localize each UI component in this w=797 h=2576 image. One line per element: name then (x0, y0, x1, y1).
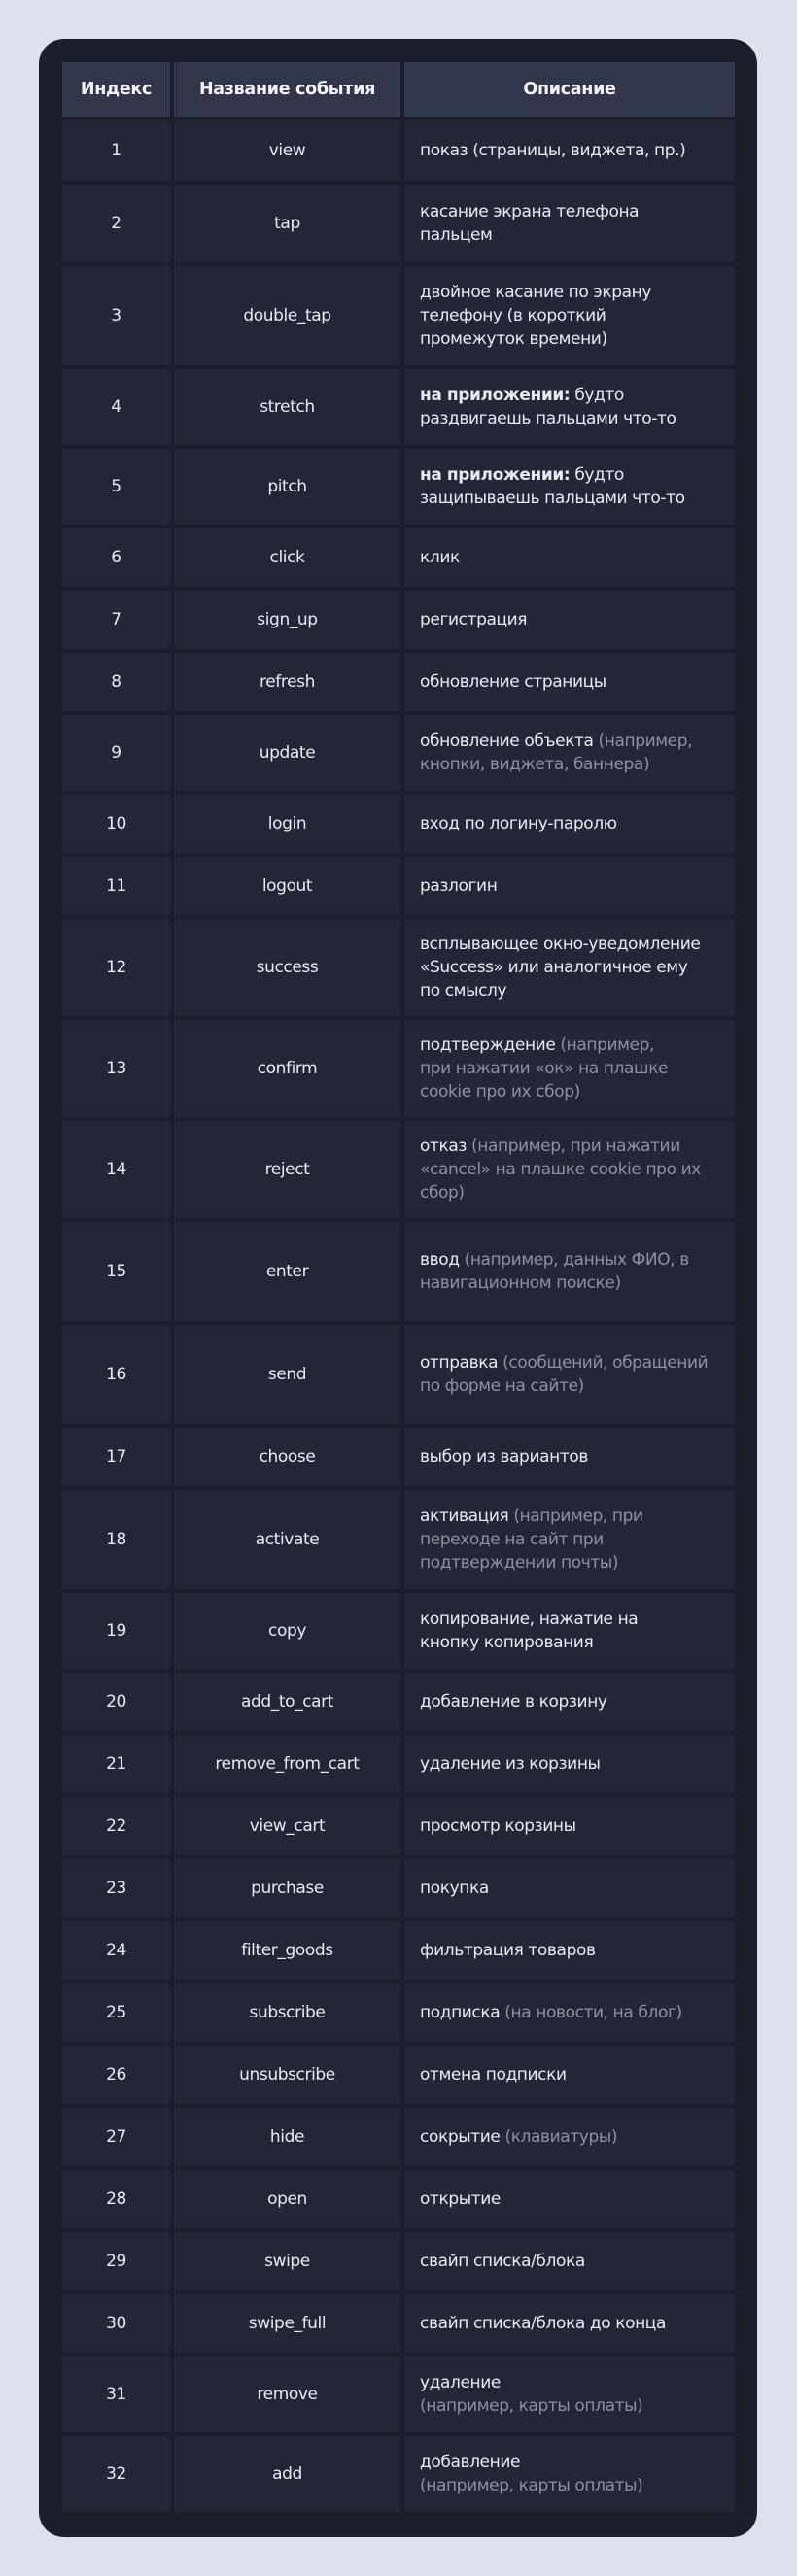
description-text: отправка (420, 1353, 499, 1373)
cell-description (404, 1428, 735, 1486)
cell-description (404, 795, 735, 853)
cell-description (404, 266, 735, 365)
cell-event-name: purchase (174, 1859, 400, 1917)
description-note: (клавиатуры) (500, 2127, 618, 2147)
description-note: (например, при переходе на сайт при подтверждении почты) (420, 1507, 643, 1573)
cell-index: 24 (62, 1921, 170, 1980)
description-text: ввод (420, 1250, 460, 1270)
cell-event-name: subscribe (174, 1983, 400, 2042)
cell-index: 2 (62, 185, 170, 262)
cell-event-name: swipe (174, 2232, 400, 2290)
cell-event-name: add (174, 2436, 400, 2512)
description-text: копирование, нажатие на кнопку копирования (420, 1610, 639, 1652)
description-text: открытие (420, 2189, 501, 2209)
description-text: активация (420, 1507, 509, 1526)
cell-index: 15 (62, 1222, 170, 1321)
cell-index: 27 (62, 2108, 170, 2166)
cell-description (404, 2436, 735, 2512)
description-text: разлогин (420, 876, 498, 896)
cell-event-name: refresh (174, 653, 400, 711)
cell-event-name: login (174, 795, 400, 853)
cell-index: 25 (62, 1983, 170, 2042)
cell-description (404, 715, 735, 791)
description-text: всплывающее окно-уведомление «Success» или аналогичное ему по смыслу (420, 934, 701, 1000)
description-note: (сообщений, обращений по форме на сайте) (420, 1353, 709, 1396)
cell-description (404, 2294, 735, 2353)
description-text: просмотр корзины (420, 1816, 576, 1836)
description-text: показ (страницы, виджета, пр.) (420, 141, 686, 160)
cell-index: 20 (62, 1673, 170, 1731)
cell-event-name: open (174, 2170, 400, 2228)
cell-event-name: remove (174, 2356, 400, 2432)
cell-index: 3 (62, 266, 170, 365)
description-text: покупка (420, 1879, 489, 1898)
description-text: свайп списка/блока (420, 2252, 585, 2271)
description-text: подтверждение (420, 1035, 556, 1055)
cell-description (404, 1593, 735, 1669)
cell-event-name: choose (174, 1428, 400, 1486)
cell-description (404, 449, 735, 525)
cell-event-name: swipe_full (174, 2294, 400, 2353)
description-text: удаление из корзины (420, 1754, 601, 1774)
cell-index: 4 (62, 369, 170, 445)
cell-event-name: activate (174, 1490, 400, 1589)
description-text: фильтрация товаров (420, 1941, 596, 1960)
cell-description (404, 857, 735, 915)
description-note: (например, при нажатии «cancel» на плашке cookie про их сбор) (420, 1136, 701, 1203)
cell-index: 7 (62, 591, 170, 649)
cell-description (404, 591, 735, 649)
cell-index: 11 (62, 857, 170, 915)
cell-index: 31 (62, 2356, 170, 2432)
description-text: подписка (420, 2003, 501, 2022)
cell-index: 6 (62, 528, 170, 587)
cell-event-name: update (174, 715, 400, 791)
cell-index: 28 (62, 2170, 170, 2228)
cell-event-name: hide (174, 2108, 400, 2166)
cell-description (404, 2170, 735, 2228)
column-header-index: Индекс (62, 62, 170, 117)
description-note: (например, данных ФИО, в навигационном поиске) (420, 1250, 689, 1293)
cell-description (404, 185, 735, 262)
description-note: (например, карты оплаты) (420, 2396, 643, 2416)
cell-index: 16 (62, 1325, 170, 1424)
cell-index: 30 (62, 2294, 170, 2353)
cell-event-name: add_to_cart (174, 1673, 400, 1731)
cell-event-name: double_tap (174, 266, 400, 365)
cell-event-name: filter_goods (174, 1921, 400, 1980)
description-note: (например, при нажатии «ок» на плашке cookie про их сбор) (420, 1035, 669, 1102)
cell-index: 22 (62, 1797, 170, 1855)
cell-index: 26 (62, 2046, 170, 2104)
cell-index: 13 (62, 1020, 170, 1117)
cell-index: 8 (62, 653, 170, 711)
cell-description (404, 1020, 735, 1117)
description-text: свайп списка/блока до конца (420, 2314, 666, 2333)
description-text: регистрация (420, 610, 528, 629)
cell-description (404, 2232, 735, 2290)
cell-description (404, 1983, 735, 2042)
cell-event-name: tap (174, 185, 400, 262)
cell-event-name: remove_from_cart (174, 1735, 400, 1793)
cell-index: 12 (62, 919, 170, 1016)
description-text: добавление (420, 2453, 521, 2472)
description-text: обновление объекта (420, 731, 594, 751)
description-text: добавление в корзину (420, 1692, 607, 1712)
cell-description (404, 1121, 735, 1218)
cell-description (404, 120, 735, 181)
cell-event-name: view_cart (174, 1797, 400, 1855)
cell-description (404, 1735, 735, 1793)
cell-event-name: reject (174, 1121, 400, 1218)
cell-description (404, 369, 735, 445)
cell-description (404, 1490, 735, 1589)
description-text: будто защипываешь пальцами что-то (420, 465, 685, 508)
cell-description (404, 1673, 735, 1731)
cell-index: 9 (62, 715, 170, 791)
cell-description (404, 1325, 735, 1424)
cell-description (404, 1797, 735, 1855)
cell-event-name: click (174, 528, 400, 587)
cell-event-name: send (174, 1325, 400, 1424)
description-bold: на приложении: (420, 386, 571, 405)
cell-index: 18 (62, 1490, 170, 1589)
description-text: отмена подписки (420, 2065, 567, 2085)
cell-event-name: pitch (174, 449, 400, 525)
description-text: двойное касание по экрану телефону (в короткий промежуток времени) (420, 283, 651, 349)
description-text: вход по логину-паролю (420, 814, 617, 833)
cell-event-name: logout (174, 857, 400, 915)
cell-event-name: unsubscribe (174, 2046, 400, 2104)
column-header-event-name: Название события (174, 62, 400, 117)
cell-index: 29 (62, 2232, 170, 2290)
cell-description (404, 528, 735, 587)
description-text: касание экрана телефона пальцем (420, 202, 640, 245)
cell-index: 23 (62, 1859, 170, 1917)
description-text: отказ (420, 1136, 468, 1156)
description-text: будто раздвигаешь пальцами что-то (420, 386, 676, 428)
description-bold: на приложении: (420, 465, 571, 485)
cell-description (404, 2108, 735, 2166)
column-header-description: Описание (404, 62, 735, 117)
cell-event-name: copy (174, 1593, 400, 1669)
cell-event-name: sign_up (174, 591, 400, 649)
cell-index: 32 (62, 2436, 170, 2512)
cell-index: 17 (62, 1428, 170, 1486)
cell-description (404, 1921, 735, 1980)
cell-description (404, 919, 735, 1016)
description-note: (например, карты оплаты) (420, 2476, 643, 2495)
cell-index: 10 (62, 795, 170, 853)
events-table (62, 62, 735, 2512)
description-note: (например, кнопки, виджета, баннера) (420, 731, 693, 774)
description-text: обновление страницы (420, 672, 606, 692)
description-text: клик (420, 548, 460, 567)
cell-index: 5 (62, 449, 170, 525)
cell-description (404, 1222, 735, 1321)
description-note: (на новости, на блог) (500, 2003, 682, 2022)
cell-description (404, 1859, 735, 1917)
description-text: сокрытие (420, 2127, 501, 2147)
cell-description (404, 2356, 735, 2432)
cell-event-name: view (174, 120, 400, 181)
cell-description (404, 2046, 735, 2104)
cell-index: 14 (62, 1121, 170, 1218)
cell-event-name: enter (174, 1222, 400, 1321)
cell-index: 21 (62, 1735, 170, 1793)
events-table-card (39, 39, 757, 2537)
cell-description (404, 653, 735, 711)
description-text: выбор из вариантов (420, 1447, 588, 1467)
cell-event-name: success (174, 919, 400, 1016)
cell-event-name: stretch (174, 369, 400, 445)
cell-index: 19 (62, 1593, 170, 1669)
description-text: удаление (420, 2373, 501, 2392)
cell-index: 1 (62, 120, 170, 181)
cell-event-name: confirm (174, 1020, 400, 1117)
